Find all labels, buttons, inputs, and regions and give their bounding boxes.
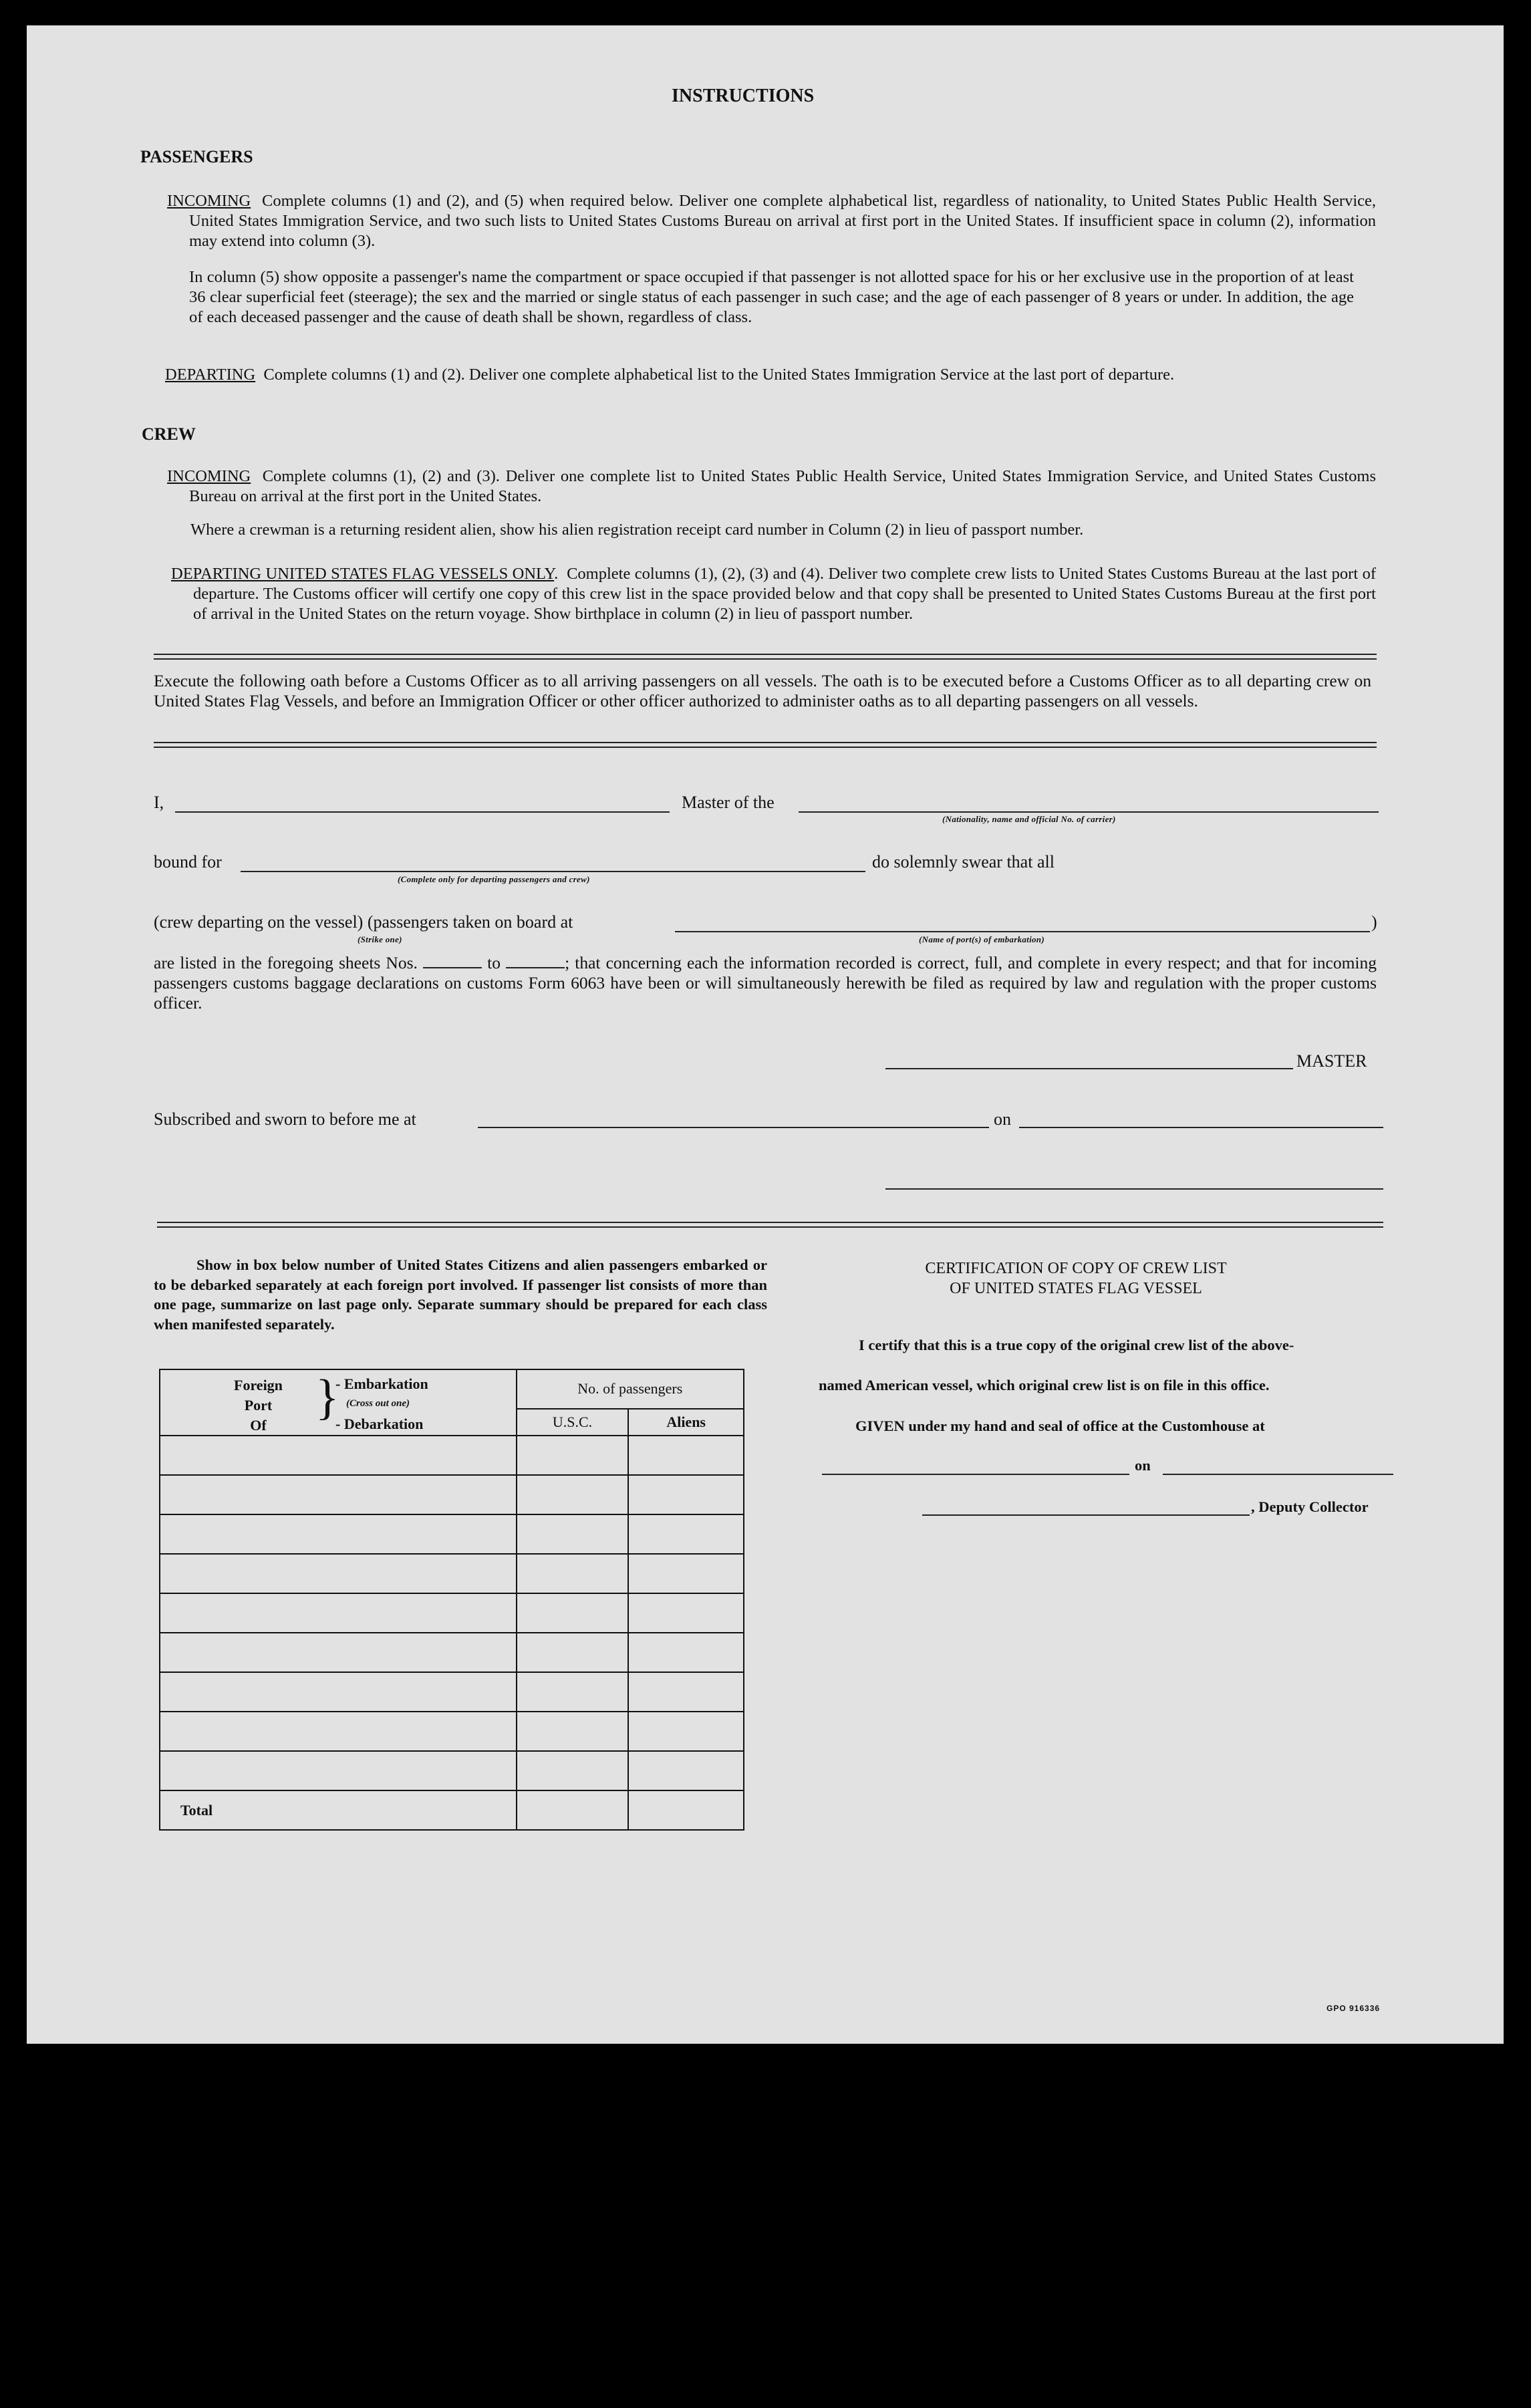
carrier-caption: (Nationality, name and official No. of carrier) [942, 814, 1116, 824]
departing-text: Complete columns (1) and (2). Deliver one complete alphabetical list to the United States Immigration Service at the last port of departure. [263, 366, 1175, 384]
aliens-cell[interactable] [628, 1514, 744, 1554]
departing-flag-paragraph: DEPARTING UNITED STATES FLAG VESSELS ONLY. Complete columns (1), (2), (3) and (4). Deliver two complete crew lists to United States Customs Bureau at the last port of departure. The Customs officer will certify one copy of this crew list in the space provided below and that copy shall be presented to United States Customs Bureau at the first port of arrival in the United States on the return voyage. Show birthplace in column (2) in lieu of passport number. [171, 565, 1376, 623]
aliens-cell[interactable] [628, 1436, 744, 1475]
table-row [160, 1593, 744, 1633]
table-row [160, 1514, 744, 1554]
port-cell[interactable] [160, 1712, 517, 1751]
table-row [160, 1672, 744, 1712]
sworn-date-field[interactable] [1019, 1127, 1383, 1128]
master-of-label: Master of the [682, 793, 775, 812]
bound-for-label: bound for [154, 852, 222, 872]
crew-incoming-paragraph [167, 466, 1376, 507]
master-name-field[interactable] [175, 811, 670, 813]
usc-cell[interactable] [517, 1751, 629, 1790]
port-cell[interactable] [160, 1475, 517, 1514]
table-row [160, 1475, 744, 1514]
certification-line3: GIVEN under my hand and seal of office at the Customhouse at [855, 1418, 1265, 1434]
aliens-cell[interactable] [628, 1633, 744, 1672]
port-cell[interactable] [160, 1554, 517, 1593]
summary-intro-text: Show in box below number of United States Citizens and alien passengers embarked or to be debarked separately at each foreign port involved. If passenger list consists of more than one page, summarize on last page only. Separate summary should be prepared for each class when manifested separately. [154, 1256, 767, 1333]
usc-cell[interactable] [517, 1633, 629, 1672]
bound-for-field[interactable] [241, 871, 865, 872]
usc-header: U.S.C. [517, 1409, 629, 1436]
oath-intro-paragraph [154, 671, 1371, 711]
port-cell[interactable] [160, 1751, 517, 1790]
aliens-cell[interactable] [628, 1672, 744, 1712]
certification-title [815, 1258, 1337, 1299]
embarkation-label: - Embarkation [335, 1375, 428, 1392]
certification-on-label: on [1135, 1457, 1151, 1474]
crew-heading: CREW [142, 424, 196, 444]
swear-label: do solemnly swear that all [872, 852, 1055, 872]
crew-incoming-text: Complete columns (1), (2) and (3). Deliver one complete list to United States Public Health Service, United States Immigration Service, and United States Customs Bureau on arrival at the first port in the United States. [189, 467, 1377, 505]
port-cell[interactable] [160, 1436, 517, 1475]
departing-flag-label: DEPARTING UNITED STATES FLAG VESSELS ONLY [171, 565, 555, 583]
listed-suffix: ; that concerning each the information recorded is correct, full, and complete in every respect; and that for incoming passengers customs baggage declarations on customs Form 6063 have been or will simultaneously herewith be filed as required by law and regulation with the proper customs officer. [154, 953, 1377, 1013]
master-signature-field[interactable] [885, 1068, 1293, 1069]
close-paren: ) [1371, 912, 1377, 932]
aliens-cell[interactable] [628, 1751, 744, 1790]
table-row [160, 1554, 744, 1593]
i-label: I, [154, 793, 164, 812]
aliens-header: Aliens [628, 1409, 744, 1436]
officer-signature-field[interactable] [885, 1188, 1383, 1190]
port-cell[interactable] [160, 1593, 517, 1633]
table-row [160, 1633, 744, 1672]
departing-flag-text: Complete columns (1), (2), (3) and (4). Deliver two complete crew lists to United States Customs Bureau at the last port of departure. The Customs officer will certify one copy of this crew list in the space provided below and that copy shall be presented to United States Customs Bureau at the first port of arrival in the United States on the return voyage. Show birthplace in column (2) in lieu of passport number. [193, 565, 1376, 623]
incoming-text: Complete columns (1) and (2), and (5) when required below. Deliver one complete alphabetical list, regardless of nationality, to United States Public Health Service, United States Immigration Service, and two such lists to United States Customs Bureau on arrival at first port in the United States. If insufficient space in column (2), information may extend into column (3). [189, 192, 1377, 250]
embarkation-port-field[interactable] [675, 931, 1370, 932]
divider-oath [154, 742, 1377, 748]
certification-line2: named American vessel, which original crew list is on file in this office. [819, 1377, 1270, 1393]
deputy-collector-label: , Deputy Collector [1251, 1498, 1369, 1515]
certification-line1: I certify that this is a true copy of the original crew list of the above- [859, 1337, 1294, 1353]
aliens-cell[interactable] [628, 1554, 744, 1593]
divider-bottom [157, 1222, 1383, 1228]
aliens-cell[interactable] [628, 1712, 744, 1751]
deputy-signature-field[interactable] [922, 1514, 1250, 1516]
port-header-cell [160, 1369, 517, 1436]
passenger-summary-table [159, 1369, 744, 1831]
form-page [27, 25, 1504, 2044]
sheet-to-field[interactable] [506, 955, 565, 968]
gpo-code: GPO 916336 [1327, 2004, 1381, 2013]
usc-cell[interactable] [517, 1475, 629, 1514]
port-cell[interactable] [160, 1672, 517, 1712]
table-row [160, 1712, 744, 1751]
total-aliens-cell[interactable] [628, 1790, 744, 1830]
table-row [160, 1751, 744, 1790]
usc-cell[interactable] [517, 1593, 629, 1633]
port-cell[interactable] [160, 1514, 517, 1554]
usc-cell[interactable] [517, 1514, 629, 1554]
incoming-label: INCOMING [167, 192, 251, 210]
listed-prefix: are listed in the foregoing sheets Nos. [154, 953, 418, 972]
instructions-title: INSTRUCTIONS [672, 86, 815, 106]
debarkation-label: - Debarkation [335, 1416, 424, 1432]
column5-paragraph [189, 267, 1354, 327]
crew-incoming-label: INCOMING [167, 467, 251, 485]
sworn-place-field[interactable] [478, 1127, 989, 1128]
embarkation-caption: (Name of port(s) of embarkation) [919, 934, 1045, 944]
aliens-cell[interactable] [628, 1475, 744, 1514]
usc-cell[interactable] [517, 1436, 629, 1475]
usc-cell[interactable] [517, 1712, 629, 1751]
passengers-heading: PASSENGERS [140, 147, 253, 166]
oath-intro-text: Execute the following oath before a Customs Officer as to all arriving passengers on all vessels. The oath is to be executed before a Customs Officer as to all departing crew on United States Flag Vessels, and before an Immigration Officer or other officer authorized to administer oaths as to all departing passengers on all vessels. [154, 671, 1371, 710]
usc-cell[interactable] [517, 1672, 629, 1712]
passengers-incoming-paragraph [167, 191, 1376, 251]
certification-date-field[interactable] [1163, 1474, 1393, 1475]
to-label: to [487, 953, 501, 972]
passengers-departing-paragraph [165, 365, 1376, 385]
port-cell[interactable] [160, 1633, 517, 1672]
column5-text: In column (5) show opposite a passenger's name the compartment or space occupied if that passenger is not allotted space for his or her exclusive use in the proportion of at least 36 clear superficial feet (steerage); the sex and the married or single status of each passenger in such case; and the age of each passenger of 8 years or under. In addition, the age of each deceased passenger and the cause of death shall be shown, regardless of class. [189, 268, 1354, 326]
summary-intro-paragraph [154, 1255, 767, 1334]
total-usc-cell[interactable] [517, 1790, 629, 1830]
no-of-passengers-header: No. of passengers [517, 1369, 744, 1409]
brace-glyph: } [315, 1370, 339, 1425]
master-label: MASTER [1296, 1051, 1367, 1071]
bound-for-caption: (Complete only for departing passengers and crew) [398, 874, 590, 884]
total-label: Total [160, 1790, 517, 1830]
listed-paragraph [154, 953, 1377, 1013]
certification-title-line2: OF UNITED STATES FLAG VESSEL [950, 1280, 1202, 1297]
crewman-text: Where a crewman is a returning resident alien, show his alien registration receipt card number in Column (2) in lieu of passport number. [190, 521, 1084, 539]
divider-top [154, 654, 1377, 660]
sworn-on-label: on [994, 1109, 1011, 1129]
sheet-from-field[interactable] [423, 955, 482, 968]
crewman-paragraph [190, 520, 1354, 540]
aliens-cell[interactable] [628, 1593, 744, 1633]
foreign-port-of-label: Foreign Port Of [234, 1377, 283, 1434]
carrier-field[interactable] [799, 811, 1379, 813]
subscribed-label: Subscribed and sworn to before me at [154, 1109, 416, 1129]
total-row [160, 1790, 744, 1830]
certification-title-line1: CERTIFICATION OF COPY OF CREW LIST [925, 1260, 1227, 1277]
usc-cell[interactable] [517, 1554, 629, 1593]
strike-one-caption: (Strike one) [358, 934, 402, 944]
customhouse-field[interactable] [822, 1474, 1129, 1475]
table-row [160, 1436, 744, 1475]
departing-label: DEPARTING [165, 366, 256, 384]
cross-out-label: (Cross out one) [346, 1398, 410, 1409]
crew-passengers-label: (crew departing on the vessel) (passengers taken on board at [154, 912, 573, 932]
